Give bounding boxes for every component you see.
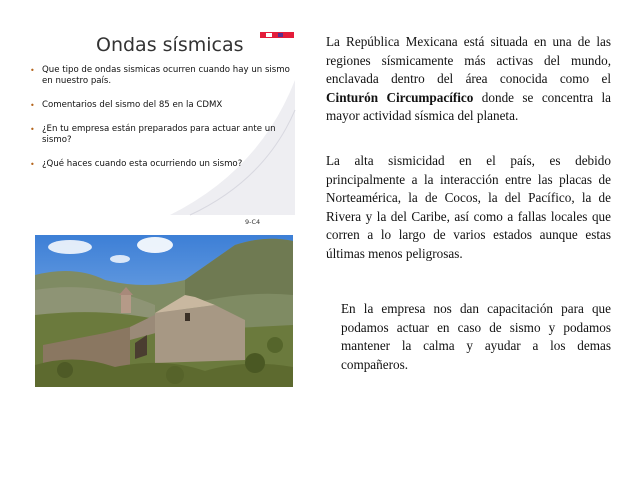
slide-bullet-item: • Que tipo de ondas sismicas ocurren cuando hay un sismo en nuestro país. bbox=[30, 65, 290, 86]
slide-bullet-item: • ¿Qué haces cuando esta ocurriendo un sismo? bbox=[30, 159, 243, 169]
paragraph-bold-term: Cinturón Circumpacífico bbox=[326, 89, 474, 105]
slide-code: 9-C4 bbox=[245, 218, 261, 226]
slide-thumbnail bbox=[20, 20, 295, 226]
paragraph-training: En la empresa nos dan capacitación para que podamos actuar en caso de sismo y podamos mantener la calma y ayudar a los demas compañeros. bbox=[341, 301, 611, 372]
bullet-icon: • bbox=[30, 160, 35, 169]
paragraph-intro: La República Mexicana está situada en una de las regiones sísmicamente más activas del mundo, enclavada dentro del área conocida como el Cinturón Circumpacífico donde se concentra la mayor actividad sísmica del planeta. bbox=[326, 34, 612, 123]
landscape-photo-ruins-icon bbox=[35, 235, 293, 387]
bullet-icon: • bbox=[30, 101, 35, 110]
bullet-icon: • bbox=[30, 66, 35, 75]
slide-logo-icon bbox=[260, 30, 294, 40]
slide-bullet-list bbox=[30, 65, 290, 183]
bullet-icon: • bbox=[30, 125, 35, 134]
slide-bullet-item: • Comentarios del sismo del 85 en la CDMX bbox=[30, 100, 223, 110]
paragraph-seismicity: La alta sismicidad en el país, es debido principalmente a la interacción entre las placas de Norteamérica, la de Cocos, la del Pacífico, la de Rivera y la del Caribe, así como a fallas locales que corren a lo largo de varios estados aunque estas últimas menos peligrosas. bbox=[326, 153, 611, 261]
slide-title: Ondas sísmicas bbox=[96, 34, 244, 56]
slide-bullet-item: • ¿En tu empresa están preparados para actuar ante un sismo? bbox=[30, 124, 276, 145]
